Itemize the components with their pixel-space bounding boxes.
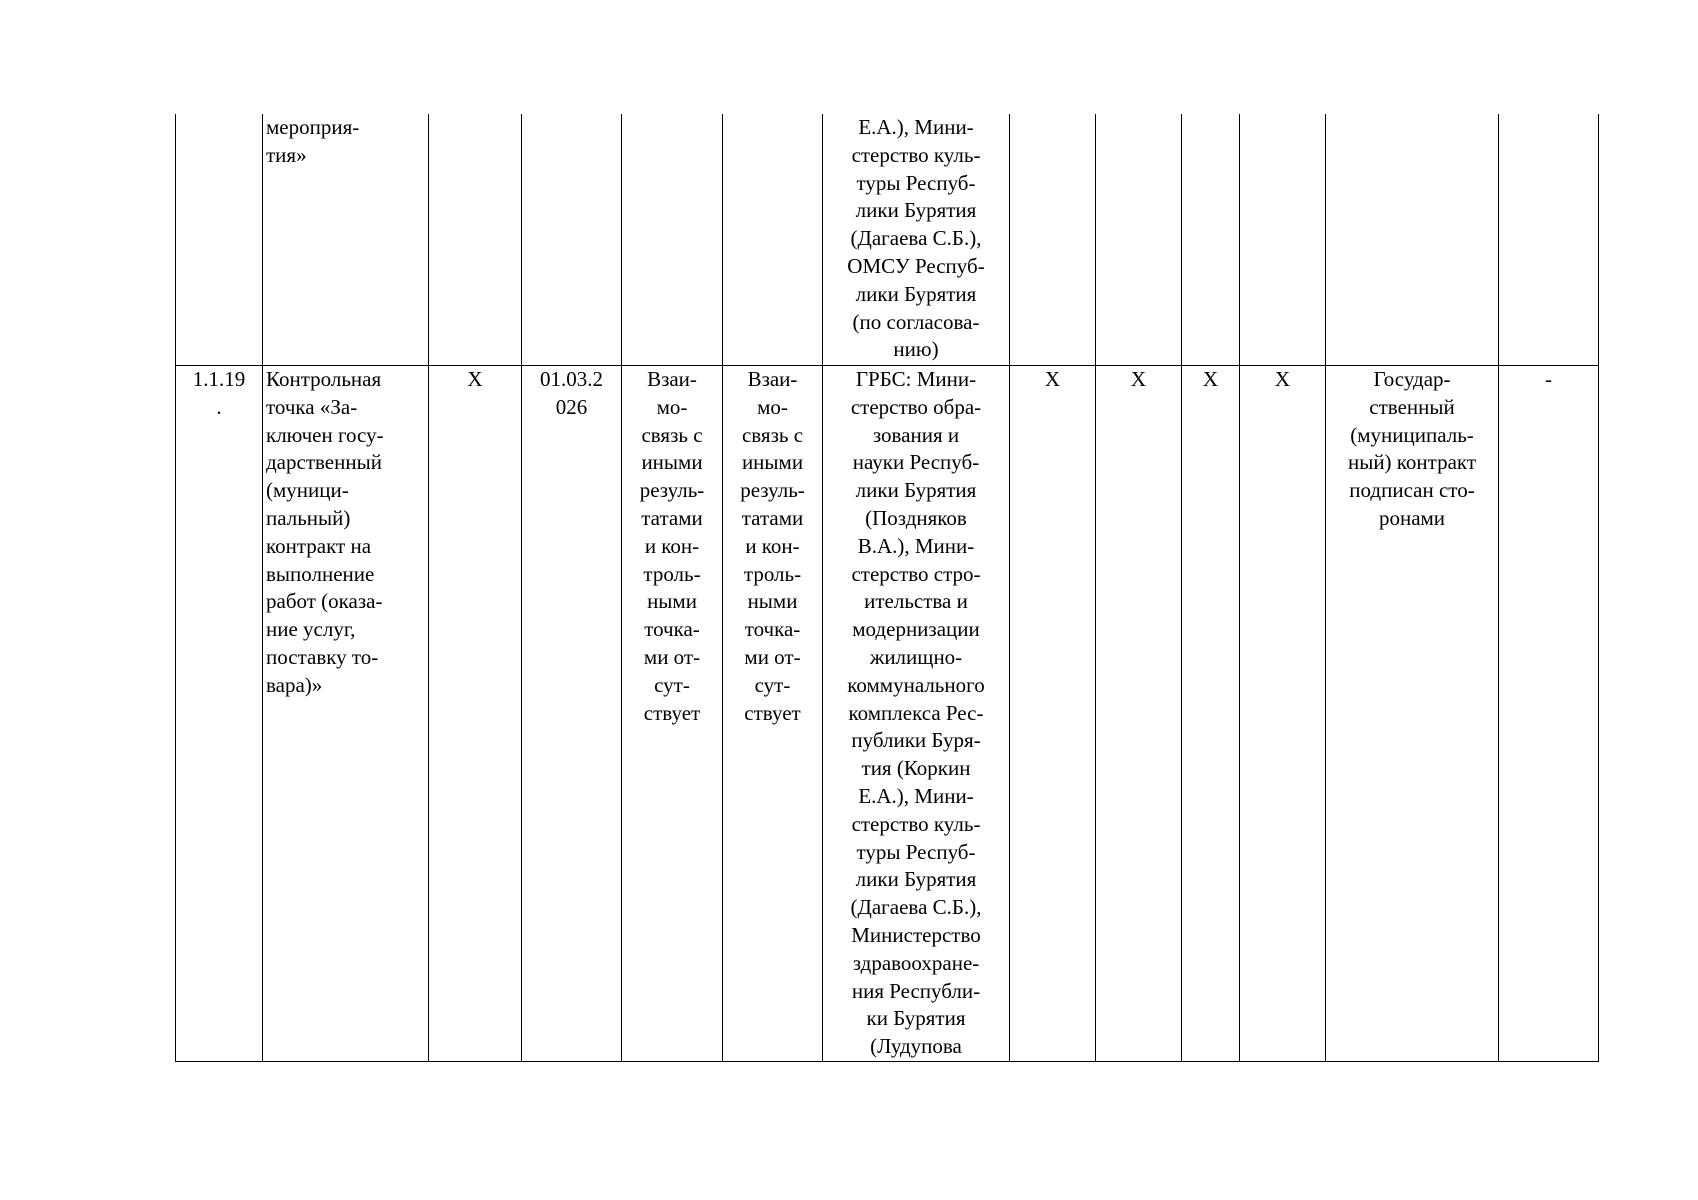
cell-relation-a	[622, 114, 723, 366]
cell-col13: -	[1499, 366, 1599, 1062]
cell-col11	[1240, 114, 1326, 366]
table-row-continuation	[176, 114, 1599, 366]
cell-date: 01.03.2 026	[522, 366, 622, 1062]
cell-number: 1.1.19 .	[176, 366, 263, 1062]
cell-responsible: ГРБС: Мини- стерство обра- зования и науки Респуб- лики Бурятия (Поздняков В.А.), Мини- стерство стро- ительства и модернизации жилищно- коммунального комплекса Рес- публики Буря- тия (Коркин Е.А.), Мини- стерство куль- туры Респуб- лики Бурятия (Дагаева С.Б.), Министерство здравоохране- ния Республи- ки Бурятия (Лудупова	[823, 366, 1010, 1062]
cell-name: мероприя- тия»	[263, 114, 429, 366]
cell-col10	[1182, 114, 1240, 366]
cell-col3: X	[429, 366, 522, 1062]
cell-document	[1326, 114, 1499, 366]
cell-col13	[1499, 114, 1599, 366]
cell-number	[176, 114, 263, 366]
cell-relation-a: Взаи- мо- связь с иными резуль- татами и кон- троль- ными точка- ми от- сут- ствует	[622, 366, 723, 1062]
cell-col8: X	[1010, 366, 1096, 1062]
cell-relation-b	[723, 114, 823, 366]
plan-table	[175, 114, 1599, 1062]
cell-col11: X	[1240, 366, 1326, 1062]
cell-name: Контрольная точка «За- ключен госу- дарственный (муници- пальный) контракт на выполнение работ (оказа- ние услуг, поставку то- вара)»	[263, 366, 429, 1062]
cell-document: Государ- ственный (муниципаль- ный) контракт подписан сто- ронами	[1326, 366, 1499, 1062]
cell-col10: X	[1182, 366, 1240, 1062]
table-row-1-1-19	[176, 366, 1599, 1062]
cell-date	[522, 114, 622, 366]
cell-relation-b: Взаи- мо- связь с иными резуль- татами и кон- троль- ными точка- ми от- сут- ствует	[723, 366, 823, 1062]
cell-col9	[1096, 114, 1182, 366]
cell-col8	[1010, 114, 1096, 366]
cell-col3	[429, 114, 522, 366]
cell-col9: X	[1096, 366, 1182, 1062]
cell-responsible: Е.А.), Мини- стерство куль- туры Респуб- лики Бурятия (Дагаева С.Б.), ОМСУ Респуб- лики Бурятия (по согласова- нию)	[823, 114, 1010, 366]
